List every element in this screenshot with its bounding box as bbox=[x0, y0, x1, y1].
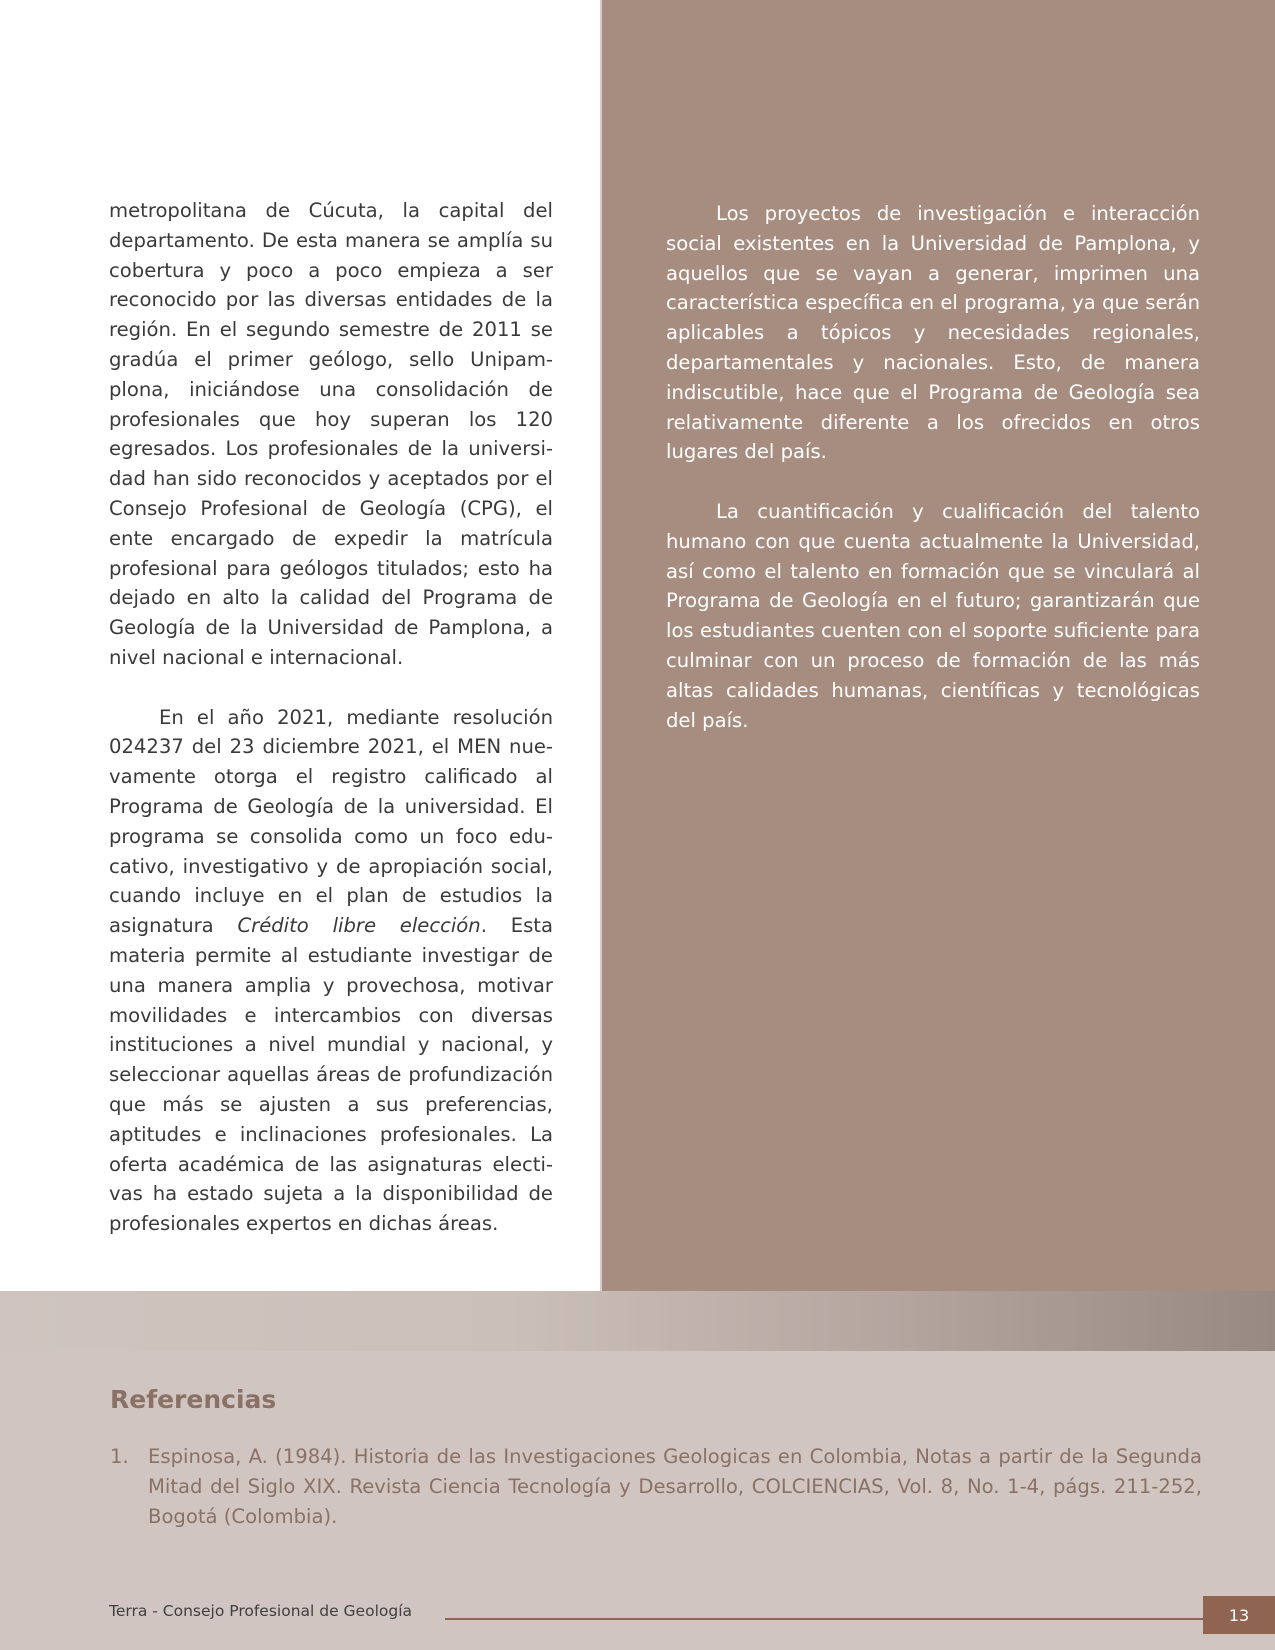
left-column-text bbox=[109, 196, 553, 1239]
reference-number: 1. bbox=[110, 1445, 129, 1468]
right-column-text bbox=[666, 199, 1200, 735]
left-paragraph-2-end: . Esta materia permite al estudiante investigar de una manera amplia y provechosa, motivar movilidades e intercambios con diversas instituciones a nivel mundial y nacional, y seleccionar aquellas áreas de profundización que más se ajusten a sus preferencias, aptitudes e inclinaciones profesionales. La oferta académica de las asignaturas electivas ha estado sujeta a la disponibilidad de profesionales expertos en dichas áreas. bbox=[109, 914, 553, 1236]
right-paragraph-1: Los proyectos de investigación e interacción social existentes en la Universidad de Pamplona, y aquellos que se vayan a generar, imprimen una característica específica en el programa, ya que serán aplicables a tópicos y necesidades regionales, departamentales y nacionales. Esto, de manera indiscutible, hace que el Programa de Geología sea relativamente diferente a los ofrecidos en otros lugares del país. bbox=[666, 202, 1200, 464]
column-divider bbox=[600, 0, 602, 1291]
left-paragraph-2 bbox=[109, 703, 553, 1239]
page-number-badge bbox=[1203, 1596, 1275, 1634]
left-paragraph-1: metropolitana de Cúcuta, la capital del departamento. De esta manera se amplía su cobertura y poco a poco empieza a ser reconocido por las diversas entidades de la región. En el segundo semestre de 2011 se gradúa el primer geólogo, sello Unipamplona, iniciándose una consolidación de profesionales que hoy superan los 120 egresados. Los profesionales de la universidad han sido reconocidos y aceptados por el Consejo Profesional de Geología (CPG), el ente encargado de expedir la matrícula profesional para geólogos titulados; esto ha dejado en alto la calidad del Programa de Geología de la Universidad de Pamplona, a nivel nacional e internacional. bbox=[109, 199, 553, 669]
footer-publication: Terra - Consejo Profesional de Geología bbox=[109, 1602, 413, 1620]
reference-text: Espinosa, A. (1984). Historia de las Investigaciones Geologicas en Colombia, Notas a partir de la Segunda Mitad del Siglo XIX. Revista Ciencia Tecnología y Desarrollo, COLCIENCIAS, Vol. 8, No. 1-4, págs. 211-252, Bogotá (Colombia). bbox=[148, 1445, 1202, 1528]
reference-item bbox=[110, 1442, 1202, 1531]
gradient-band bbox=[0, 1291, 1275, 1351]
left-paragraph-2-start: En el año 2021, mediante resolución 024237 del 23 diciembre 2021, el MEN nuevamente otorga el registro calificado al Programa de Geología de la universidad. El programa se consolida como un foco educativo, investigativo y de apropiación social, cuando incluye en el plan de estudios la asignatura bbox=[109, 705, 553, 938]
references-heading: Referencias bbox=[110, 1385, 277, 1414]
right-paragraph-2: La cuantificación y cualificación del talento humano con que cuenta actualmente la Universidad, así como el talento en formación que se vinculará al Programa de Geología en el futuro; garantizarán que los estudiantes cuenten con el soporte suficiente para culminar con un proceso de formación de las más altas calidades humanas, científicas y tecnológicas del país. bbox=[666, 499, 1200, 732]
footer-rule bbox=[445, 1618, 1203, 1620]
course-name-italic: Crédito libre elección bbox=[237, 914, 481, 938]
page-number: 13 bbox=[1228, 1605, 1250, 1625]
